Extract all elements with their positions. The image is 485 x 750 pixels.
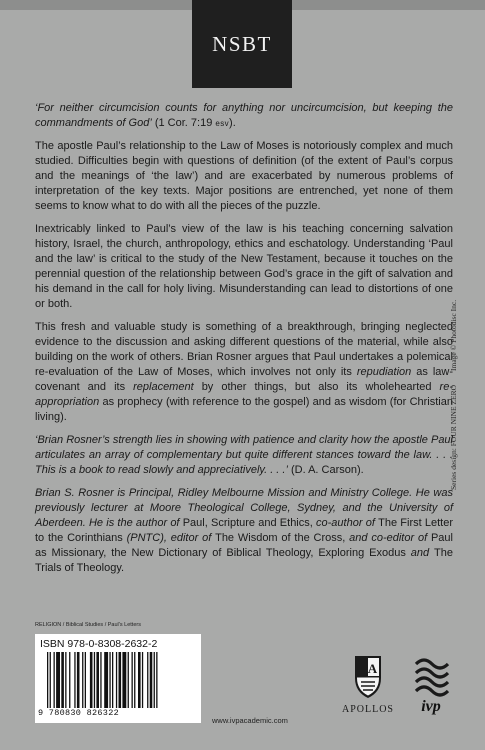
barcode-bar — [147, 652, 148, 708]
paragraph-2: Inextricably linked to Paul’s view of the law is his teaching concerning salvation history, Israel, the church, anthropology, ethics and eschatology. Understanding ‘Paul and the law’ is critical to the study of the New Testament, because it touches on the perennial question of the relationship between God’s grace in the gift of salvation and his demand in the call for holy living. Misunderstanding can lead to distortions of one or both. — [35, 223, 453, 310]
apollos-wordmark: APOLLOS — [341, 704, 394, 715]
barcode-bar — [74, 652, 75, 708]
image-credit: Image © Photodisc Inc. — [449, 299, 458, 371]
bio-title-2: The First Letter to the Corinthians — [35, 517, 454, 544]
barcode-bar — [142, 652, 143, 708]
barcode-bar — [56, 652, 60, 708]
ivp-waves-icon — [410, 654, 452, 698]
epigraph-quote: ‘For neither circumcision counts for anything nor uncircumcision, but keeping the commandments of God’ — [35, 102, 453, 129]
barcode-bar — [150, 652, 153, 708]
svg-text:A: A — [367, 661, 378, 676]
epigraph — [35, 101, 453, 131]
barcode-bar — [134, 652, 135, 708]
design-credit: Series design: FOUR NINE ZERO — [449, 385, 458, 490]
barcode-bar — [104, 652, 108, 708]
barcode-bar — [112, 652, 113, 708]
barcode-bar — [50, 652, 51, 708]
isbn-text: ISBN 978-0-8308-2632-2 — [40, 638, 158, 650]
series-logo — [192, 0, 292, 88]
barcode-bar — [128, 652, 129, 708]
bio-title-4: Paul as Missionary, the New Dictionary of Biblical Theology, Exploring Exodus — [35, 532, 453, 559]
epigraph-close: ). — [229, 117, 236, 129]
barcode-bars — [45, 652, 195, 708]
design-credits — [449, 230, 461, 490]
website-url: www.ivpacademic.com — [212, 716, 288, 725]
epigraph-ref: (1 Cor. 7:19 — [151, 117, 216, 129]
p3-text-4: as prophecy (with reference to the gospel) and as wisdom (for Christian living). — [35, 396, 453, 423]
p3-text-2: as law-covenant and its — [35, 366, 453, 393]
barcode-bar — [61, 652, 64, 708]
series-label: NSBT — [212, 31, 272, 56]
barcode-bar — [100, 652, 101, 708]
barcode-bar — [65, 652, 66, 708]
barcode-bar — [132, 652, 133, 708]
endorsement — [35, 433, 453, 478]
barcode-bar — [154, 652, 155, 708]
paragraph-1: The apostle Paul’s relationship to the Law of Moses is notoriously complex and much studied. Difficulties begin with questions of definition (of the extent of Paul’s corpus and the meanings of ‘the law’) and are exacerbated by numerous problems of interpretation of the key texts. Major positions are entrenched, yet none of them seems to know what to do with all the pieces of the puzzle. — [35, 140, 453, 212]
apollos-logo — [336, 652, 400, 720]
ivp-wordmark: ivp — [421, 698, 441, 715]
p3-emph-3: re-appropriation — [35, 381, 453, 408]
bio-title-3: The Wisdom of the Cross, — [215, 532, 346, 544]
barcode-bar — [96, 652, 99, 708]
barcode-bar — [122, 652, 126, 708]
barcode-bar — [156, 652, 157, 708]
bio-text-5: and — [405, 547, 435, 559]
category-label: RELIGION / Biblical Studies / Paul’s Letters — [35, 622, 141, 628]
bio-title-5: The Trials of Theology. — [35, 547, 454, 574]
barcode-bar — [94, 652, 95, 708]
barcode-bar — [82, 652, 83, 708]
bio-text-2: co-author of — [312, 517, 379, 529]
barcode-bar — [119, 652, 122, 708]
p3-emph-1: repudiation — [356, 366, 412, 378]
endorsement-quote: ‘Brian Rosner’s strength lies in showing with patience and clarity how the apostle Paul articulates an array of complementary but quite different stances toward the law. . . . This is a book to read slowly and appreciatively. . . .’ — [35, 434, 453, 476]
bio-text-1: Brian S. Rosner is Principal, Ridley Melbourne Mission and Ministry College. He was previously lecturer at Moore Theological College, Sydney, and the University of Aberdeen. He is the author of — [35, 487, 453, 529]
bio-text-4: and co-editor of — [345, 532, 431, 544]
barcode-bar — [77, 652, 80, 708]
barcode-bar — [138, 652, 141, 708]
barcode-digits: 9 780830 826322 — [38, 708, 120, 718]
p3-text-3: by other things, but also its wholehearted — [193, 381, 440, 393]
epigraph-version: esv — [215, 119, 230, 128]
bio-title-1: Paul, Scripture and Ethics, — [182, 517, 313, 529]
barcode-bar — [69, 652, 70, 708]
paragraph-3 — [35, 320, 453, 425]
p3-text-1: This fresh and valuable study is something of a breakthrough, bringing neglected evidence to the discussion and asking different questions of the material, while also building on the work of others. Brian Rosner argues that Paul undertakes a polemical re-evaluation of the Law of Moses, which involves not only its — [35, 321, 453, 378]
barcode-bar — [90, 652, 93, 708]
endorsement-attribution: (D. A. Carson). — [287, 464, 364, 476]
p3-emph-2: replacement — [133, 381, 194, 393]
apollos-shield-icon — [336, 652, 400, 704]
barcode-bar — [109, 652, 110, 708]
barcode-bar — [47, 652, 48, 708]
bio-text-3: (PNTC), editor of — [122, 532, 216, 544]
barcode-bar — [85, 652, 86, 708]
ivp-logo — [410, 654, 452, 720]
barcode-bar — [116, 652, 117, 708]
barcode-bar — [54, 652, 55, 708]
author-bio — [35, 486, 453, 576]
barcode-panel — [35, 634, 201, 723]
back-cover-text — [35, 101, 453, 584]
